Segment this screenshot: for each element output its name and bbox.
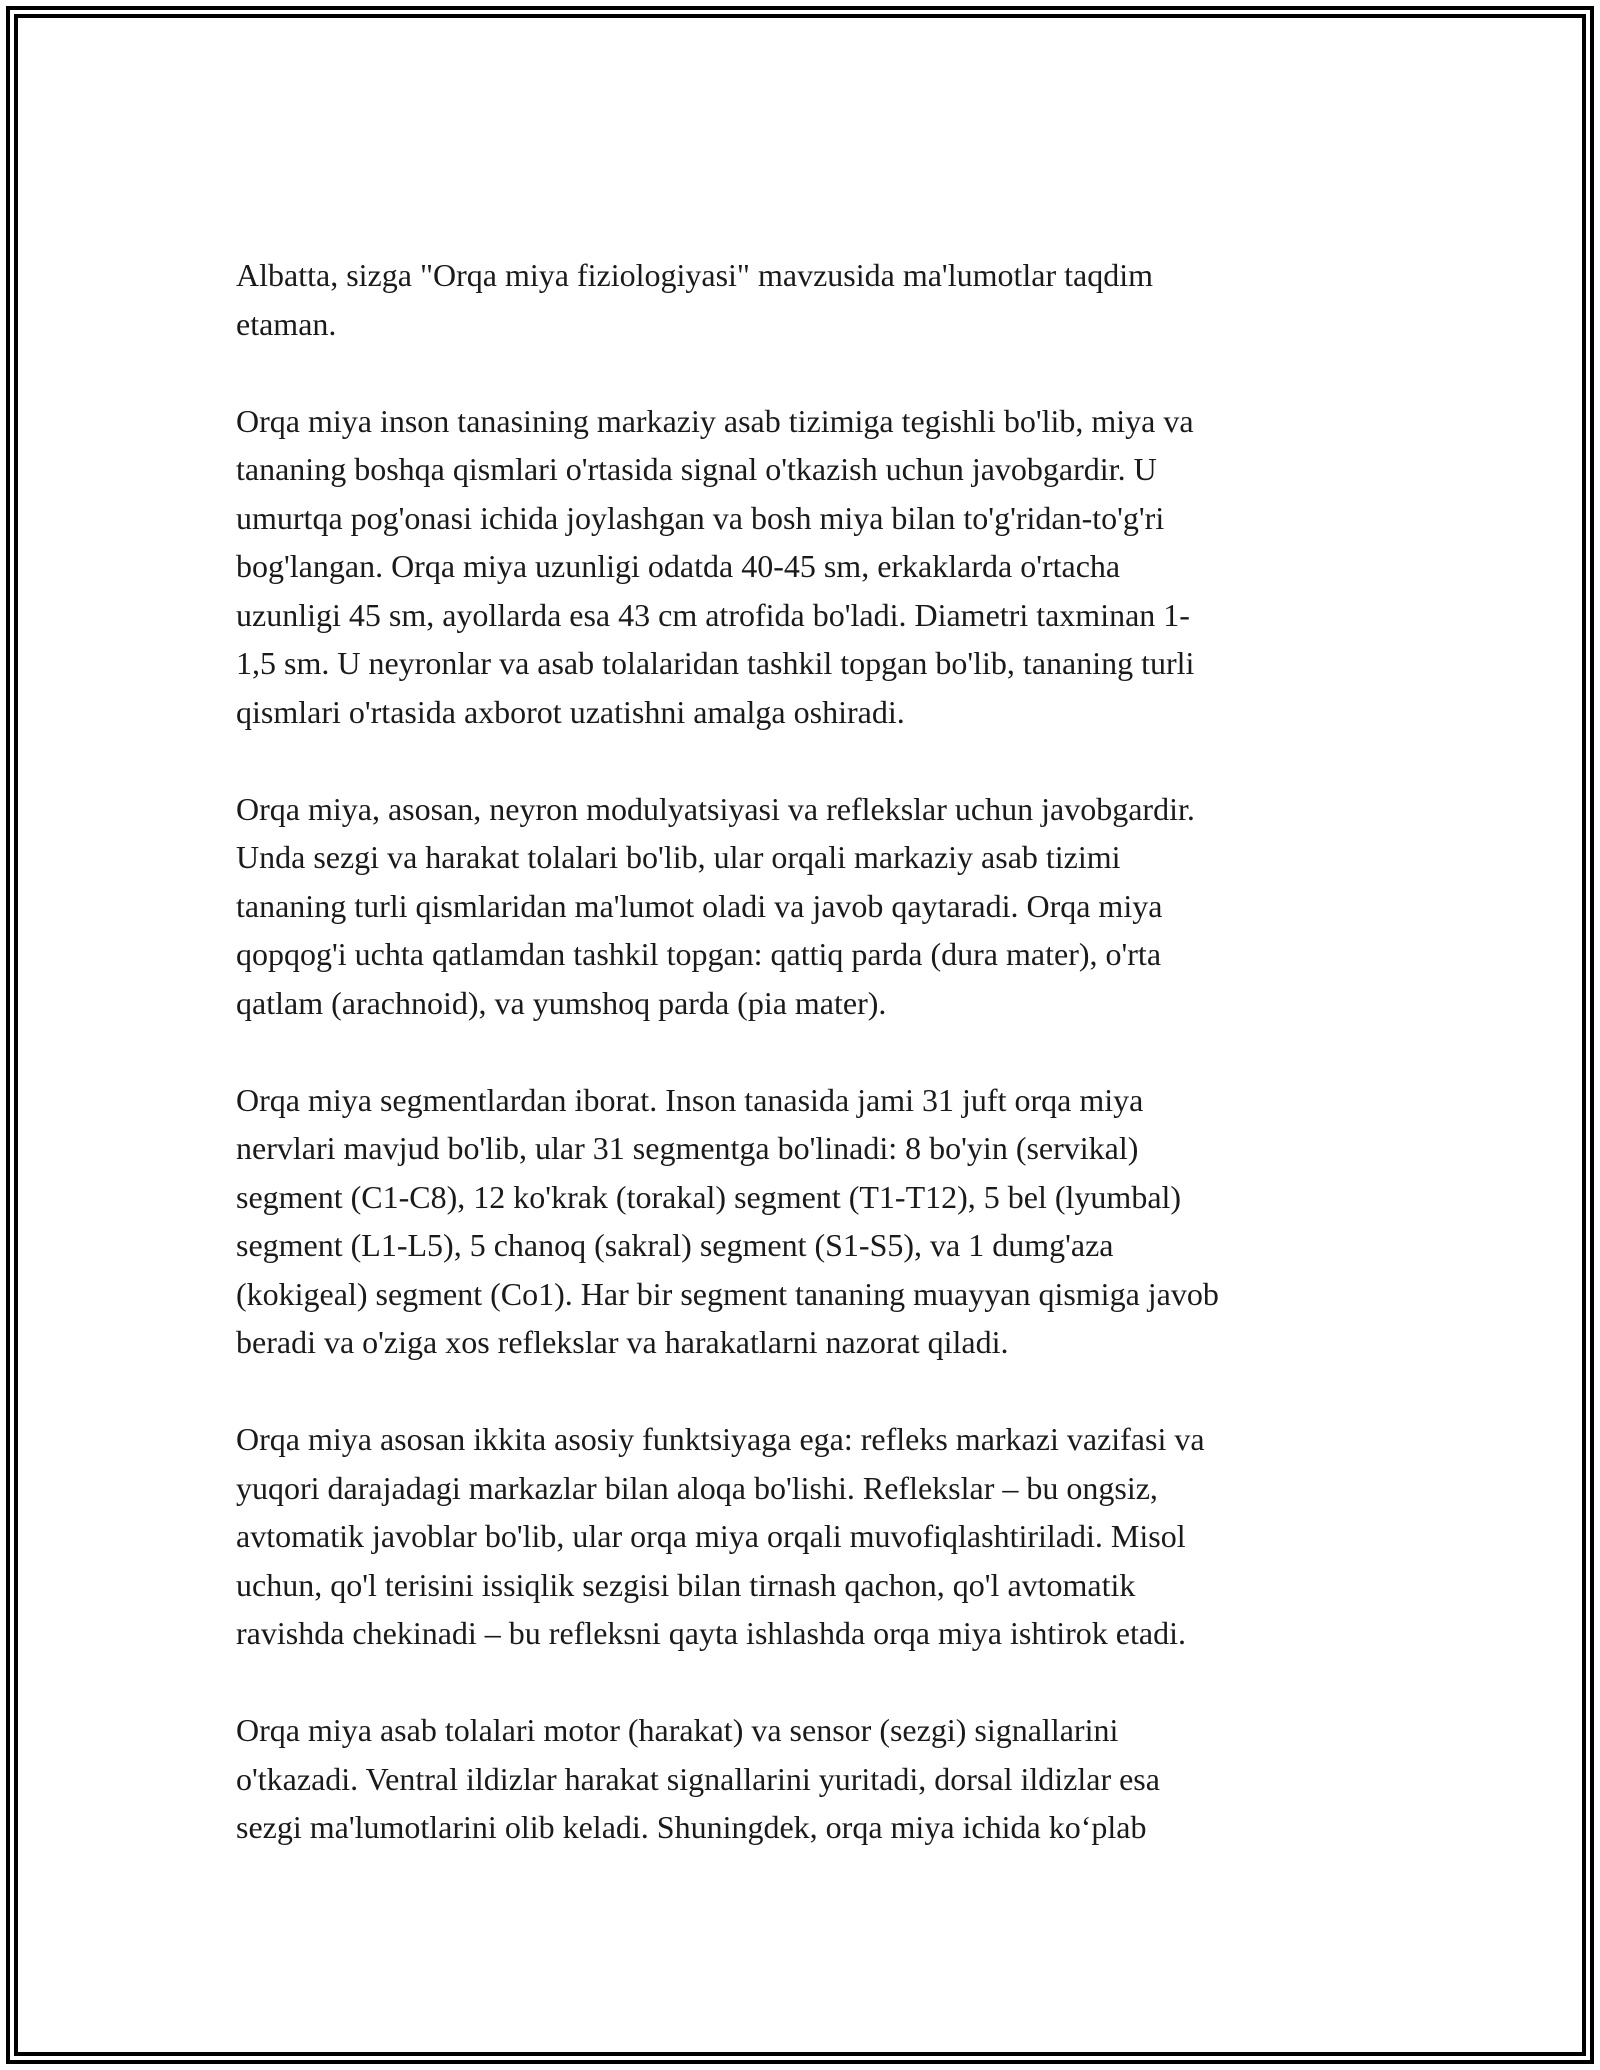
document-body	[236, 251, 1386, 1852]
body-paragraph: Orqa miya asosan ikkita asosiy funktsiyaga ega: refleks markazi vazifasi va yuqori darajadagi markazlar bilan aloqa bo'lishi. Reflekslar – bu ongsiz, avtomatik javoblar bo'lib, ular orqa miya orqali muvofiqlashtiriladi. Misol uchun, qo'l terisini issiqlik sezgisi bilan tirnash qachon, qo'l avtomatik ravishda chekinadi – bu refleksni qayta ishlashda orqa miya ishtirok etadi.	[236, 1421, 1205, 1651]
intro-paragraph: Albatta, sizga "Orqa miya fiziologiyasi" mavzusida ma'lumotlar taqdim etaman.	[236, 257, 1153, 342]
body-paragraph: Orqa miya asab tolalari motor (harakat) va sensor (sezgi) signallarini o'tkazadi. Ventral ildizlar harakat signallarini yuritadi, dorsal ildizlar esa sezgi ma'lumotlarini olib keladi. Shuningdek, orqa miya ichida ko‘plab	[236, 1712, 1160, 1845]
body-paragraph: Orqa miya inson tanasining markaziy asab tizimiga tegishli bo'lib, miya va tananing boshqa qismlari o'rtasida signal o'tkazish uchun javobgardir. U umurtqa pog'onasi ichida joylashgan va bosh miya bilan to'g'ridan-to'g'ri bog'langan. Orqa miya uzunligi odatda 40-45 sm, erkaklarda o'rtacha uzunligi 45 sm, ayollarda esa 43 cm atrofida bo'ladi. Diametri taxminan 1- 1,5 sm. U neyronlar va asab tolalaridan tashkil topgan bo'lib, tananing turli qismlari o'rtasida axborot uzatishni amalga oshiradi.	[236, 402, 1195, 730]
body-paragraph: Orqa miya segmentlardan iborat. Inson tanasida jami 31 juft orqa miya nervlari mavjud bo'lib, ular 31 segmentga bo'linadi: 8 bo'yin (servikal) segment (C1-C8), 12 ko'krak (torakal) segment (T1-T12), 5 bel (lyumbal) segment (L1-L5), 5 chanoq (sakral) segment (S1-S5), va 1 dumg'aza (kokigeal) segment (Co1). Har bir segment tananing muayyan qismiga javob beradi va o'ziga xos reflekslar va harakatlarni nazorat qiladi.	[236, 1081, 1219, 1360]
body-paragraph: Orqa miya, asosan, neyron modulyatsiyasi va reflekslar uchun javobgardir. Unda sezgi va harakat tolalari bo'lib, ular orqali markaziy asab tizimi tananing turli qismlaridan ma'lumot oladi va javob qaytaradi. Orqa miya qopqog'i uchta qatlamdan tashkil topgan: qattiq parda (dura mater), o'rta qatlam (arachnoid), va yumshoq parda (pia mater).	[236, 790, 1195, 1021]
